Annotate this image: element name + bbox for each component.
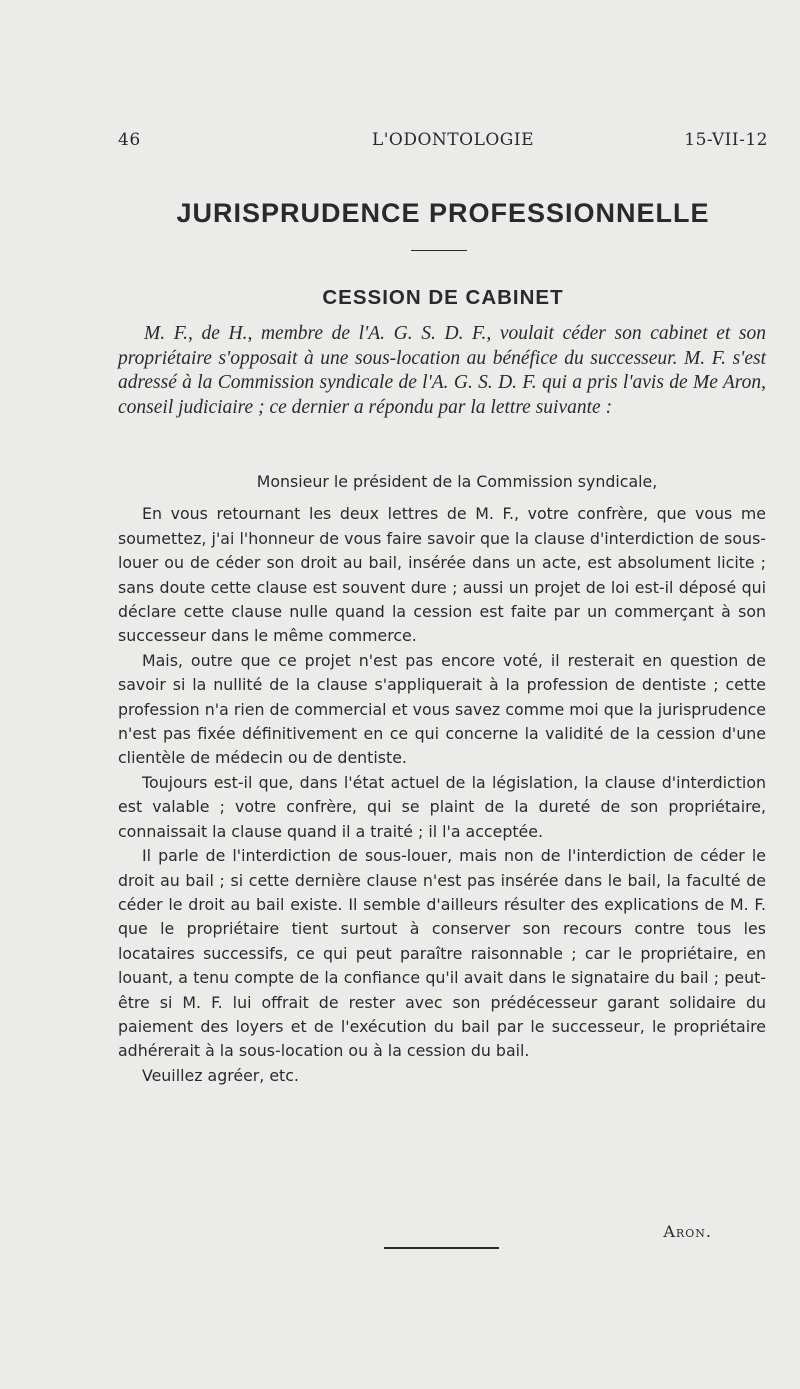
- letter-body: [118, 470, 766, 1088]
- letter-salutation: Monsieur le président de la Commission syndicale,: [256, 472, 658, 491]
- page-number: 46: [118, 130, 141, 150]
- article-title: CESSION DE CABINET: [322, 286, 564, 309]
- letter-paragraph: En vous retournant les deux lettres de M. F., votre confrère, que vous me soumettez, j'ai l'honneur de vous faire savoir que la clause d'interdiction de sous-louer ou de céder son droit au bail, insérée dans un acte, est absolument licite ; sans doute cette clause est souvent dure ; aussi un projet de loi est-il déposé qui déclare cette clause nulle quand la cession est faite par un commerçant à son successeur dans le même commerce.: [118, 504, 766, 646]
- issue-date: 15-VII-12: [684, 130, 768, 150]
- running-header: [118, 130, 768, 156]
- intro-paragraph: M. F., de H., membre de l'A. G. S. D. F., voulait céder son cabinet et son propriétaire s'opposait à une sous-location au bénéfice du successeur. M. F. s'est adressé à la Commission syndicale de l'A. G. S. D. F. qui a pris l'avis de Me Aron, conseil judiciaire ; ce dernier a répondu par la lettre suivante :: [118, 323, 766, 418]
- end-divider: [384, 1247, 499, 1249]
- section-title: JURISPRUDENCE PROFESSIONNELLE: [176, 198, 710, 228]
- journal-title: L'ODONTOLOGIE: [371, 130, 535, 150]
- title-divider: [411, 250, 467, 251]
- letter-paragraph: Il parle de l'interdiction de sous-louer, mais non de l'interdiction de céder le droit au bail ; si cette dernière clause n'est pas insérée dans le bail, la faculté de céder le droit au bail existe. Il semble d'ailleurs résulter des explications de M. F. que le propriétaire tient surtout à conserver son recours contre tous les locataires successifs, ce qui peut paraître raisonnable ; car le propriétaire, en louant, a tenu compte de la confiance qu'il avait dans le signataire du bail ; peut-être si M. F. lui offrait de rester avec son prédécesseur garant solidaire du paiement des loyers et de l'exécution du bail par le successeur, le propriétaire adhérerait à la sous-location ou à la cession du bail.: [118, 846, 766, 1061]
- letter-closing: Veuillez agréer, etc.: [142, 1065, 299, 1085]
- signature: Aron.: [663, 1222, 712, 1241]
- letter-paragraph: Mais, outre que ce projet n'est pas encore voté, il resterait en question de savoir si la nullité de la clause s'appliquerait à la profession de dentiste ; cette profession n'a rien de commercial et vous savez comme moi que la jurisprudence n'est pas fixée définitivement en ce qui concerne la validité de la cession d'une clientèle de médecin ou de dentiste.: [118, 650, 766, 768]
- letter-paragraph: Toujours est-il que, dans l'état actuel de la législation, la clause d'interdiction est valable ; votre confrère, qui se plaint de la dureté de son propriétaire, connaissait la clause quand il a traité ; il l'a acceptée.: [118, 772, 766, 841]
